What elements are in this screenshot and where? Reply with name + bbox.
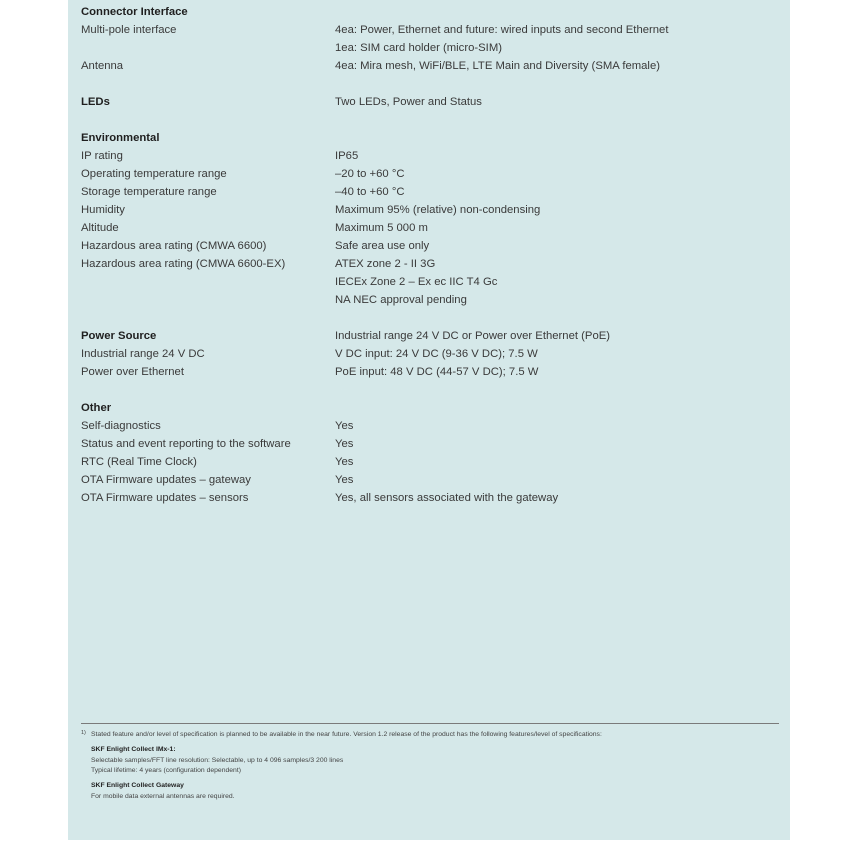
leds-row [81,93,771,111]
power-heading-row [81,327,771,345]
spec-value: Two LEDs, Power and Status [335,96,482,108]
footnote-line: For mobile data external antennas are required. [91,793,235,800]
spec-label: Antenna [81,60,124,72]
footnote-line: Typical lifetime: 4 years (configuration dependent) [91,767,241,774]
spec-row [81,165,771,183]
spec-row [81,471,771,489]
spec-row [81,363,771,381]
section-heading: Power Source [81,330,157,342]
spec-row [81,489,771,507]
spec-value: V DC input: 24 V DC (9-36 V DC); 7.5 W [335,348,538,360]
spec-value: 1ea: SIM card holder (micro-SIM) [335,42,502,54]
spec-value: 4ea: Mira mesh, WiFi/BLE, LTE Main and Diversity (SMA female) [335,60,660,72]
section-heading: Other [81,402,112,414]
other-heading-row [81,399,771,417]
spec-row [81,21,771,39]
spec-row [81,183,771,201]
footnote-product-title: SKF Enlight Collect Gateway [91,782,184,789]
spec-value: Yes [335,456,354,468]
spec-row [81,435,771,453]
spec-label: Operating temperature range [81,168,227,180]
spec-label: IP rating [81,150,123,162]
spec-label: RTC (Real Time Clock) [81,456,197,468]
spec-value: IP65 [335,150,359,162]
spec-row [81,453,771,471]
spec-label: Status and event reporting to the software [81,438,291,450]
spec-label: OTA Firmware updates – gateway [81,474,251,486]
spec-sheet-panel [68,0,790,840]
spec-value: Maximum 95% (relative) non-condensing [335,204,541,216]
spec-value: Yes [335,474,354,486]
spec-value: Safe area use only [335,240,430,252]
spec-row [81,255,771,273]
spec-label: Hazardous area rating (CMWA 6600-EX) [81,258,286,270]
spec-value: Maximum 5 000 m [335,222,428,234]
spec-row [81,291,771,309]
spec-value: ATEX zone 2 - II 3G [335,258,436,270]
spec-value: Yes, all sensors associated with the gateway [335,492,559,504]
spec-label: Industrial range 24 V DC [81,348,205,360]
section-heading: Environmental [81,132,160,144]
spec-row [81,147,771,165]
spec-row [81,273,771,291]
spec-value: 4ea: Power, Ethernet and future: wired inputs and second Ethernet [335,24,669,36]
spec-row [81,237,771,255]
spec-label: Hazardous area rating (CMWA 6600) [81,240,267,252]
spec-row [81,417,771,435]
spec-row [81,219,771,237]
environmental-heading-row [81,129,771,147]
section-heading: Connector Interface [81,6,188,18]
spec-value: –40 to +60 °C [335,186,405,198]
spec-label: Self-diagnostics [81,420,161,432]
spec-value: –20 to +60 °C [335,168,405,180]
spec-row [81,345,771,363]
spec-value: Yes [335,438,354,450]
footnote-intro: Stated feature and/or level of specification is planned to be available in the near future. Version 1.2 release of the product has the following features/level of specifications: [91,731,602,738]
spec-label: Altitude [81,222,119,234]
spec-label: Storage temperature range [81,186,217,198]
spec-row [81,57,771,75]
spec-label: Humidity [81,204,125,216]
spec-value: Yes [335,420,354,432]
spec-row [81,201,771,219]
footnote-marker: 1) [81,730,86,736]
spec-label: OTA Firmware updates – sensors [81,492,249,504]
spec-label: Power over Ethernet [81,366,184,378]
spec-value: PoE input: 48 V DC (44-57 V DC); 7.5 W [335,366,539,378]
spec-value: NA NEC approval pending [335,294,467,306]
connector-heading-row [81,3,771,21]
spec-row [81,39,771,57]
spec-label: Multi-pole interface [81,24,177,36]
section-heading: LEDs [81,96,110,108]
footnote-divider [81,723,779,724]
footnote-product-title: SKF Enlight Collect IMx-1: [91,746,176,753]
spec-value: Industrial range 24 V DC or Power over Ethernet (PoE) [335,330,611,342]
footnote-line: Selectable samples/FFT line resolution: Selectable, up to 4 096 samples/3 200 lines [91,757,344,764]
spec-value: IECEx Zone 2 – Ex ec IIC T4 Gc [335,276,498,288]
